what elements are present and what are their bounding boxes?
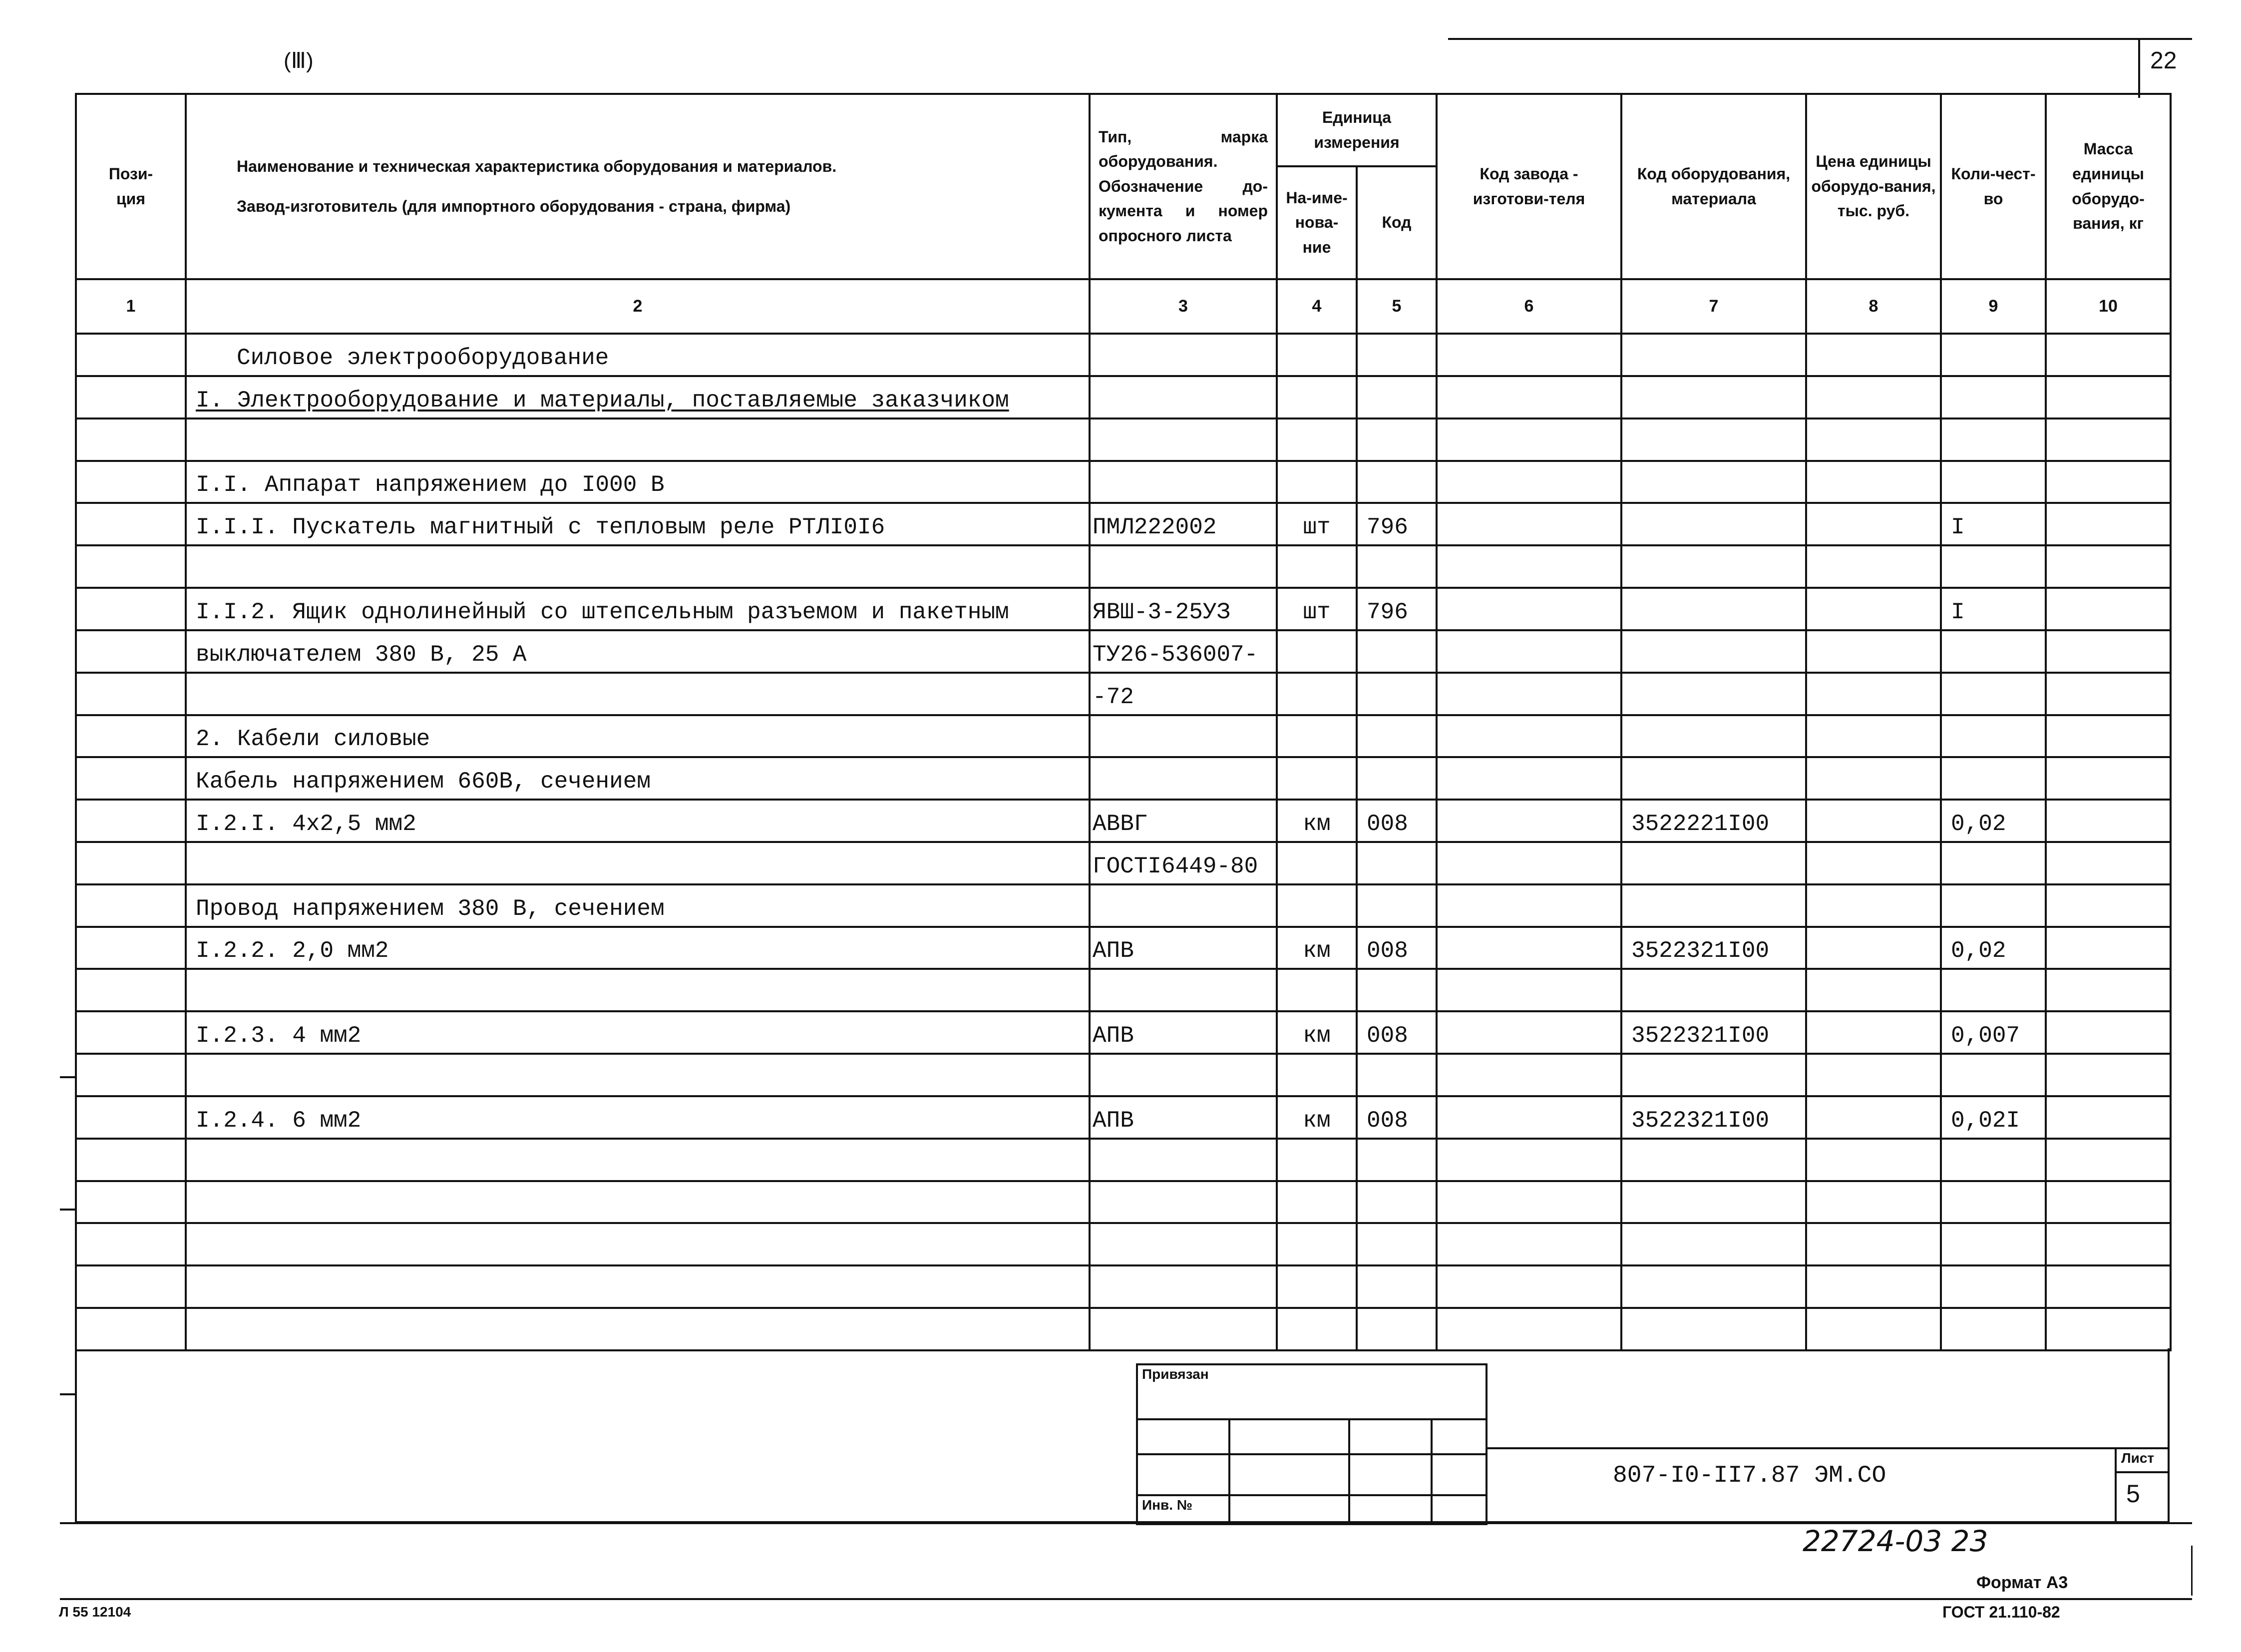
header-unit-name: На-име-нова-ние [1277,166,1357,279]
document-code: 807-I0-II7.87 ЭМ.СО [1613,1462,1886,1489]
cell-equipment-code [1621,334,1806,376]
cell-mass [2046,757,2171,800]
header-equipment-code: Код оборудования, материала [1621,94,1806,279]
table-row [76,503,2171,545]
cell-name [186,673,1090,715]
cell-factory-code [1437,1308,1621,1350]
cell-unit-name [1277,1181,1357,1224]
cell-type [1090,1223,1277,1265]
cell-quantity [1941,1223,2046,1265]
cell-quantity [1941,1139,2046,1181]
cell-equipment-code [1621,588,1806,630]
cell-name: Провод напряжением 380 В, сечением [186,884,1090,927]
cell-unit-code [1357,1308,1437,1350]
cell-mass [2046,588,2171,630]
cell-type [1090,1181,1277,1224]
cell-price [1806,1181,1941,1224]
cell-mass [2046,927,2171,969]
cell-position [76,927,186,969]
cell-name: I.2.2. 2,0 мм2 [186,927,1090,969]
cell-factory-code [1437,1096,1621,1139]
cell-price [1806,927,1941,969]
table-row [76,418,2171,461]
table-row [76,1096,2171,1139]
cell-quantity: I [1941,588,2046,630]
cell-price [1806,757,1941,800]
table-row [76,757,2171,800]
cell-name [186,1265,1090,1308]
cell-equipment-code [1621,376,1806,418]
cell-name: I.2.I. 4х2,5 мм2 [186,800,1090,842]
cell-type: ГОСТI6449-80 [1090,842,1277,884]
cell-equipment-code [1621,715,1806,758]
cell-unit-name [1277,1139,1357,1181]
section-mark: (Ⅲ) [284,48,314,73]
cell-position [76,1308,186,1350]
cell-price [1806,334,1941,376]
cell-position [76,1096,186,1139]
cell-unit-name: км [1277,927,1357,969]
cell-unit-name [1277,545,1357,588]
cell-quantity [1941,545,2046,588]
cell-price [1806,673,1941,715]
table-row [76,800,2171,842]
cell-name [186,418,1090,461]
cell-mass [2046,545,2171,588]
cell-factory-code [1437,545,1621,588]
cell-name [186,545,1090,588]
cell-type [1090,418,1277,461]
cell-position [76,757,186,800]
cell-mass [2046,842,2171,884]
table-row [76,461,2171,503]
cell-price [1806,842,1941,884]
cell-factory-code [1437,757,1621,800]
table-row [76,969,2171,1011]
cell-price [1806,800,1941,842]
footer-right-tick [2191,1546,2193,1596]
footer-rule [60,1598,2192,1600]
cell-quantity [1941,715,2046,758]
margin-tick [60,1209,75,1211]
cell-name: I.I. Аппарат напряжением до I000 В [186,461,1090,503]
cell-unit-name [1277,969,1357,1011]
cell-unit-code [1357,1181,1437,1224]
cell-position [76,673,186,715]
header-unit: Единица измерения [1277,94,1437,166]
cell-mass [2046,1096,2171,1139]
header-mass: Масса единицы оборудо-вания, кг [2046,94,2171,279]
cell-name: I.I.I. Пускатель магнитный с тепловым реле РТЛI0I6 [186,503,1090,545]
cell-position [76,1139,186,1181]
cell-type [1090,1308,1277,1350]
cell-quantity [1941,630,2046,673]
cell-factory-code [1437,1265,1621,1308]
header-quantity: Коли-чест-во [1941,94,2046,279]
cell-name: I. Электрооборудование и материалы, поставляемые заказчиком [186,376,1090,418]
cell-unit-name [1277,1223,1357,1265]
cell-unit-code [1357,334,1437,376]
cell-factory-code [1437,588,1621,630]
stamp-bound-label: Привязан [1137,1364,1487,1419]
header-position: Пози- ция [76,94,186,279]
cell-price [1806,588,1941,630]
cell-factory-code [1437,969,1621,1011]
cell-price [1806,1096,1941,1139]
cell-unit-name [1277,630,1357,673]
cell-type: ТУ26-536007- [1090,630,1277,673]
header-type: Тип, марка оборудования. Обозначение до-кумента и номер опросного листа [1090,94,1277,279]
cell-type: ЯВШ-3-25УЗ [1090,588,1277,630]
cell-price [1806,1265,1941,1308]
cell-factory-code [1437,673,1621,715]
cell-position [76,461,186,503]
cell-equipment-code [1621,969,1806,1011]
cell-price [1806,503,1941,545]
cell-position [76,545,186,588]
cell-unit-code: 008 [1357,927,1437,969]
cell-type [1090,715,1277,758]
cell-position [76,334,186,376]
cell-unit-code [1357,545,1437,588]
cell-unit-code [1357,673,1437,715]
cell-name: 2. Кабели силовые [186,715,1090,758]
table-row [76,1139,2171,1181]
cell-mass [2046,1265,2171,1308]
cell-unit-name: шт [1277,503,1357,545]
page-corner-number: 22 [2150,47,2177,74]
cell-equipment-code [1621,842,1806,884]
header-factory-code: Код завода - изготови-теля [1437,94,1621,279]
cell-unit-code: 796 [1357,588,1437,630]
cell-factory-code [1437,334,1621,376]
cell-name [186,1139,1090,1181]
cell-name: Силовое электрооборудование [186,334,1090,376]
cell-unit-name [1277,673,1357,715]
cell-unit-code [1357,418,1437,461]
cell-name: I.2.3. 4 мм2 [186,1011,1090,1054]
cell-unit-code [1357,1265,1437,1308]
cell-unit-name: шт [1277,588,1357,630]
cell-name: I.I.2. Ящик однолинейный со штепсельным разъемом и пакетным [186,588,1090,630]
specification-table [75,93,2172,1351]
cell-unit-name [1277,842,1357,884]
cell-price [1806,418,1941,461]
table-row [76,927,2171,969]
cell-factory-code [1437,842,1621,884]
cell-position [76,1223,186,1265]
cell-type [1090,334,1277,376]
cell-equipment-code [1621,757,1806,800]
cell-mass [2046,461,2171,503]
cell-unit-code [1357,884,1437,927]
cell-name [186,842,1090,884]
cell-unit-name [1277,334,1357,376]
table-row [76,1265,2171,1308]
cell-unit-code [1357,1223,1437,1265]
cell-quantity [1941,884,2046,927]
cell-equipment-code [1621,1054,1806,1096]
stamp-block [1136,1363,1488,1525]
cell-equipment-code: 3522321I00 [1621,1011,1806,1054]
cell-quantity: 0,02 [1941,927,2046,969]
table-row [76,545,2171,588]
cell-name [186,1223,1090,1265]
cell-type [1090,1139,1277,1181]
cell-unit-name [1277,418,1357,461]
table-row [76,630,2171,673]
cell-mass [2046,1011,2171,1054]
cell-position [76,969,186,1011]
table-row [76,334,2171,376]
cell-equipment-code [1621,461,1806,503]
cell-type [1090,1265,1277,1308]
cell-position [76,1054,186,1096]
cell-equipment-code: 3522321I00 [1621,1096,1806,1139]
column-number-row: 1 2 3 4 5 6 7 8 9 10 [76,279,2171,334]
cell-position [76,503,186,545]
cell-type: АПВ [1090,927,1277,969]
cell-quantity [1941,1181,2046,1224]
cell-quantity: I [1941,503,2046,545]
cell-price [1806,1308,1941,1350]
cell-position [76,842,186,884]
cell-quantity [1941,418,2046,461]
cell-quantity [1941,673,2046,715]
cell-price [1806,715,1941,758]
cell-factory-code [1437,1223,1621,1265]
cell-unit-code [1357,842,1437,884]
cell-quantity [1941,376,2046,418]
cell-mass [2046,630,2171,673]
cell-quantity [1941,334,2046,376]
cell-name [186,1308,1090,1350]
cell-mass [2046,800,2171,842]
cell-position [76,715,186,758]
format-label: Формат А3 [1976,1573,2068,1592]
cell-quantity [1941,1265,2046,1308]
cell-mass [2046,969,2171,1011]
cell-name [186,1181,1090,1224]
cell-price [1806,1223,1941,1265]
cell-unit-name [1277,757,1357,800]
cell-factory-code [1437,1011,1621,1054]
cell-type [1090,884,1277,927]
cell-position [76,1011,186,1054]
cell-factory-code [1437,503,1621,545]
cell-mass [2046,884,2171,927]
sheet-number: 5 [2126,1480,2140,1508]
top-rule [1448,38,2192,40]
cell-unit-name: км [1277,800,1357,842]
cell-unit-code [1357,461,1437,503]
cell-mass [2046,334,2171,376]
cell-quantity [1941,842,2046,884]
cell-equipment-code [1621,673,1806,715]
cell-equipment-code [1621,630,1806,673]
cell-equipment-code [1621,418,1806,461]
cell-mass [2046,503,2171,545]
cell-equipment-code: 3522321I00 [1621,927,1806,969]
cell-unit-name [1277,1308,1357,1350]
cell-factory-code [1437,376,1621,418]
cell-position [76,800,186,842]
cell-quantity [1941,969,2046,1011]
table-row [76,1011,2171,1054]
cell-unit-code [1357,1139,1437,1181]
margin-tick [60,1076,75,1078]
cell-factory-code [1437,1139,1621,1181]
cell-mass [2046,1181,2171,1224]
cell-factory-code [1437,1054,1621,1096]
cell-factory-code [1437,715,1621,758]
stamp-inv-label: Инв. № [1137,1495,1229,1524]
cell-price [1806,1011,1941,1054]
header-name: Наименование и техническая характеристика оборудования и материалов. Завод-изготовитель (для импортного оборудования - страна, фирма) [186,94,1090,279]
cell-position [76,588,186,630]
cell-equipment-code [1621,503,1806,545]
table-row [76,673,2171,715]
cell-unit-code [1357,715,1437,758]
cell-type: ПМЛ222002 [1090,503,1277,545]
cell-mass [2046,376,2171,418]
cell-unit-name [1277,715,1357,758]
sheet-label: Лист [2121,1450,2155,1466]
cell-unit-code [1357,630,1437,673]
cell-unit-code [1357,757,1437,800]
cell-equipment-code [1621,1223,1806,1265]
table-row [76,1223,2171,1265]
cell-type: АПВ [1090,1011,1277,1054]
cell-price [1806,376,1941,418]
cell-factory-code [1437,927,1621,969]
cell-unit-code [1357,1054,1437,1096]
cell-position [76,1265,186,1308]
cell-position [76,630,186,673]
cell-type [1090,461,1277,503]
cell-type [1090,757,1277,800]
cell-price [1806,884,1941,927]
cell-unit-name [1277,1054,1357,1096]
cell-type [1090,1054,1277,1096]
cell-equipment-code: 3522221I00 [1621,800,1806,842]
cell-factory-code [1437,418,1621,461]
cell-unit-code: 008 [1357,800,1437,842]
cell-quantity: 0,02 [1941,800,2046,842]
cell-type [1090,376,1277,418]
cell-price [1806,1139,1941,1181]
table-row [76,1054,2171,1096]
table-row [76,588,2171,630]
cell-name: Кабель напряжением 660В, сечением [186,757,1090,800]
cell-type [1090,969,1277,1011]
cell-mass [2046,418,2171,461]
cell-quantity: 0,007 [1941,1011,2046,1054]
cell-unit-name [1277,884,1357,927]
table-row [76,1181,2171,1224]
cell-unit-code: 008 [1357,1011,1437,1054]
cell-unit-name: км [1277,1011,1357,1054]
cell-unit-code [1357,969,1437,1011]
cell-quantity [1941,757,2046,800]
cell-price [1806,630,1941,673]
cell-name: выключателем 380 В, 25 А [186,630,1090,673]
cell-type: -72 [1090,673,1277,715]
cell-position [76,884,186,927]
cell-name [186,1054,1090,1096]
cell-factory-code [1437,1181,1621,1224]
cell-type [1090,545,1277,588]
handwritten-number: 22724-03 23 [1803,1524,1988,1558]
table-row [76,1308,2171,1350]
gost-label: ГОСТ 21.110-82 [1942,1603,2060,1621]
cell-name: I.2.4. 6 мм2 [186,1096,1090,1139]
cell-unit-name: км [1277,1096,1357,1139]
cell-unit-code [1357,376,1437,418]
cell-factory-code [1437,800,1621,842]
cell-factory-code [1437,461,1621,503]
cell-quantity [1941,461,2046,503]
cell-equipment-code [1621,1139,1806,1181]
cell-unit-code: 008 [1357,1096,1437,1139]
cell-mass [2046,673,2171,715]
cell-unit-name [1277,1265,1357,1308]
cell-unit-name [1277,461,1357,503]
cell-price [1806,969,1941,1011]
header-unit-code: Код [1357,166,1437,279]
cell-type: АПВ [1090,1096,1277,1139]
cell-unit-name [1277,376,1357,418]
table-row [76,842,2171,884]
cell-equipment-code [1621,545,1806,588]
bottom-band [75,1348,2170,1523]
cell-position [76,376,186,418]
cell-mass [2046,1223,2171,1265]
cell-price [1806,545,1941,588]
cell-mass [2046,1139,2171,1181]
cell-quantity [1941,1308,2046,1350]
cell-equipment-code [1621,1265,1806,1308]
cell-quantity: 0,02I [1941,1096,2046,1139]
cell-unit-code: 796 [1357,503,1437,545]
cell-type: АВВГ [1090,800,1277,842]
cell-name [186,969,1090,1011]
cell-price [1806,1054,1941,1096]
cell-position [76,418,186,461]
cell-factory-code [1437,884,1621,927]
cell-mass [2046,1308,2171,1350]
print-code: Л 55 12104 [59,1604,131,1620]
table-row [76,715,2171,758]
header-price: Цена единицы оборудо-вания, тыс. руб. [1806,94,1941,279]
table-row [76,884,2171,927]
cell-price [1806,461,1941,503]
cell-equipment-code [1621,1308,1806,1350]
table-row [76,376,2171,418]
margin-tick [60,1393,75,1395]
cell-equipment-code [1621,884,1806,927]
cell-factory-code [1437,630,1621,673]
cell-mass [2046,715,2171,758]
cell-position [76,1181,186,1224]
cell-mass [2046,1054,2171,1096]
cell-quantity [1941,1054,2046,1096]
cell-equipment-code [1621,1181,1806,1224]
stamp-code-top-rule [1486,1447,2170,1449]
